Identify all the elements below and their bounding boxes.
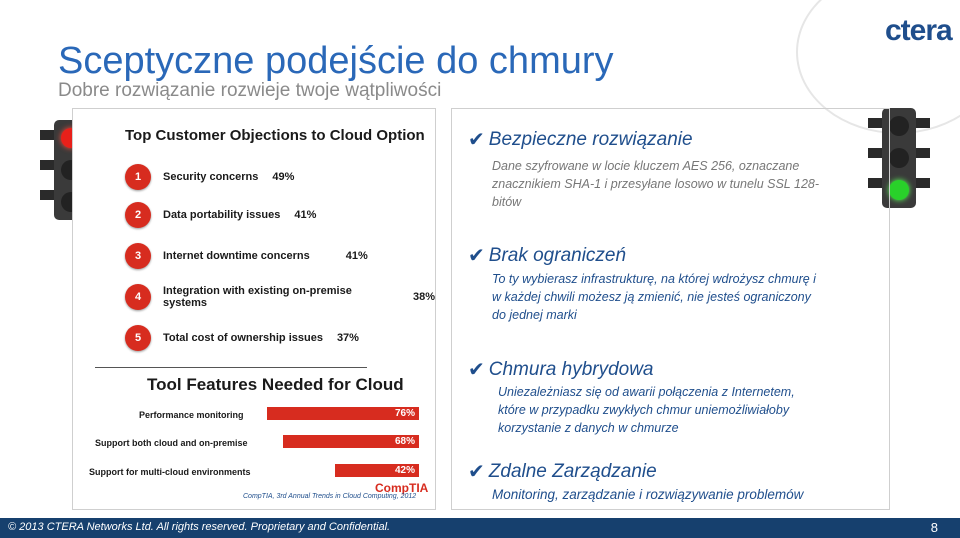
check-icon: ✔ — [468, 461, 485, 483]
objection-number: 1 — [125, 164, 151, 190]
objection-pct: 37% — [336, 332, 359, 344]
check-icon: ✔ — [468, 245, 485, 267]
objection-pct: 41% — [345, 250, 368, 262]
survey-panel — [72, 108, 436, 510]
objection-label: Security concerns — [163, 171, 259, 183]
tool-feature-pct: 42% — [394, 465, 415, 476]
benefit-text: To ty wybierasz infrastrukturę, na której wdrożysz chmurę i w każdej chwili możesz ją zmienić, nie jesteś ograniczony do jednej marki — [492, 272, 816, 322]
benefit-title: Bezpieczne rozwiązanie — [488, 128, 693, 150]
benefit-text: Dane szyfrowane w locie kluczem AES 256, oznaczane znacznikiem SHA-1 i przesyłane losowo w tunelu SSL 128- bitów — [492, 159, 820, 209]
page-subtitle: Dobre rozwiązanie rozwieje twoje wątpliwości — [58, 80, 442, 101]
comptia-logo: CompTIA — [375, 481, 429, 495]
objection-item — [125, 243, 368, 269]
benefit-title: Zdalne Zarządzanie — [488, 460, 657, 482]
objection-label: Data portability issues — [163, 209, 281, 221]
objection-number: 3 — [125, 243, 151, 269]
tool-feature-pct: 68% — [394, 436, 415, 447]
objection-number: 2 — [125, 202, 151, 228]
benefit-heading — [468, 127, 693, 152]
tool-features-title: Tool Features Needed for Cloud — [147, 375, 404, 394]
benefit-heading — [468, 243, 626, 268]
logo-text: ctera — [885, 14, 952, 47]
objection-pct: 49% — [272, 171, 295, 183]
objection-label: Total cost of ownership issues — [163, 332, 323, 344]
objections-title: Top Customer Objections to Cloud Option — [125, 127, 425, 144]
objection-number: 5 — [125, 325, 151, 351]
objection-item — [125, 325, 359, 351]
objection-pct: 38% — [412, 291, 435, 303]
benefits-panel — [451, 108, 890, 510]
tool-feature-label: Performance monitoring — [139, 410, 244, 420]
source-citation: CompTIA, 3rd Annual Trends in Cloud Computing, 2012 — [243, 493, 417, 500]
objection-label: Integration with existing on-premise systems — [163, 285, 352, 309]
benefit-heading — [468, 357, 654, 382]
page-title: Sceptyczne podejście do chmury — [58, 40, 614, 82]
page-number: 8 — [930, 520, 938, 535]
objection-label: Internet downtime concerns — [163, 250, 310, 262]
objection-number: 4 — [125, 284, 151, 310]
benefit-title: Chmura hybrydowa — [488, 358, 654, 380]
objection-item — [125, 202, 316, 228]
benefit-text: Uniezależniasz się od awarii połączenia z Internetem, które w przypadku zwykłych chmur uniemożliwiałoby korzystanie z danych w chmurze — [498, 385, 795, 435]
check-icon: ✔ — [468, 129, 485, 151]
tool-feature-label: Support for multi-cloud environments — [89, 467, 251, 477]
objection-item — [125, 164, 294, 190]
tool-feature-label: Support both cloud and on-premise — [95, 438, 248, 448]
benefit-heading — [468, 459, 657, 484]
copyright: © 2013 CTERA Networks Ltd. All rights reserved. Proprietary and Confidential. — [8, 521, 391, 533]
check-icon: ✔ — [468, 359, 485, 381]
ctera-logo — [885, 14, 952, 48]
benefit-title: Brak ograniczeń — [488, 244, 627, 266]
objection-pct: 41% — [294, 209, 317, 221]
benefit-text: Monitoring, zarządzanie i rozwiązywanie problemów — [492, 487, 804, 502]
objection-item — [125, 284, 435, 310]
divider — [95, 367, 367, 368]
footer-bar — [0, 518, 960, 538]
tool-feature-pct: 76% — [394, 408, 415, 419]
